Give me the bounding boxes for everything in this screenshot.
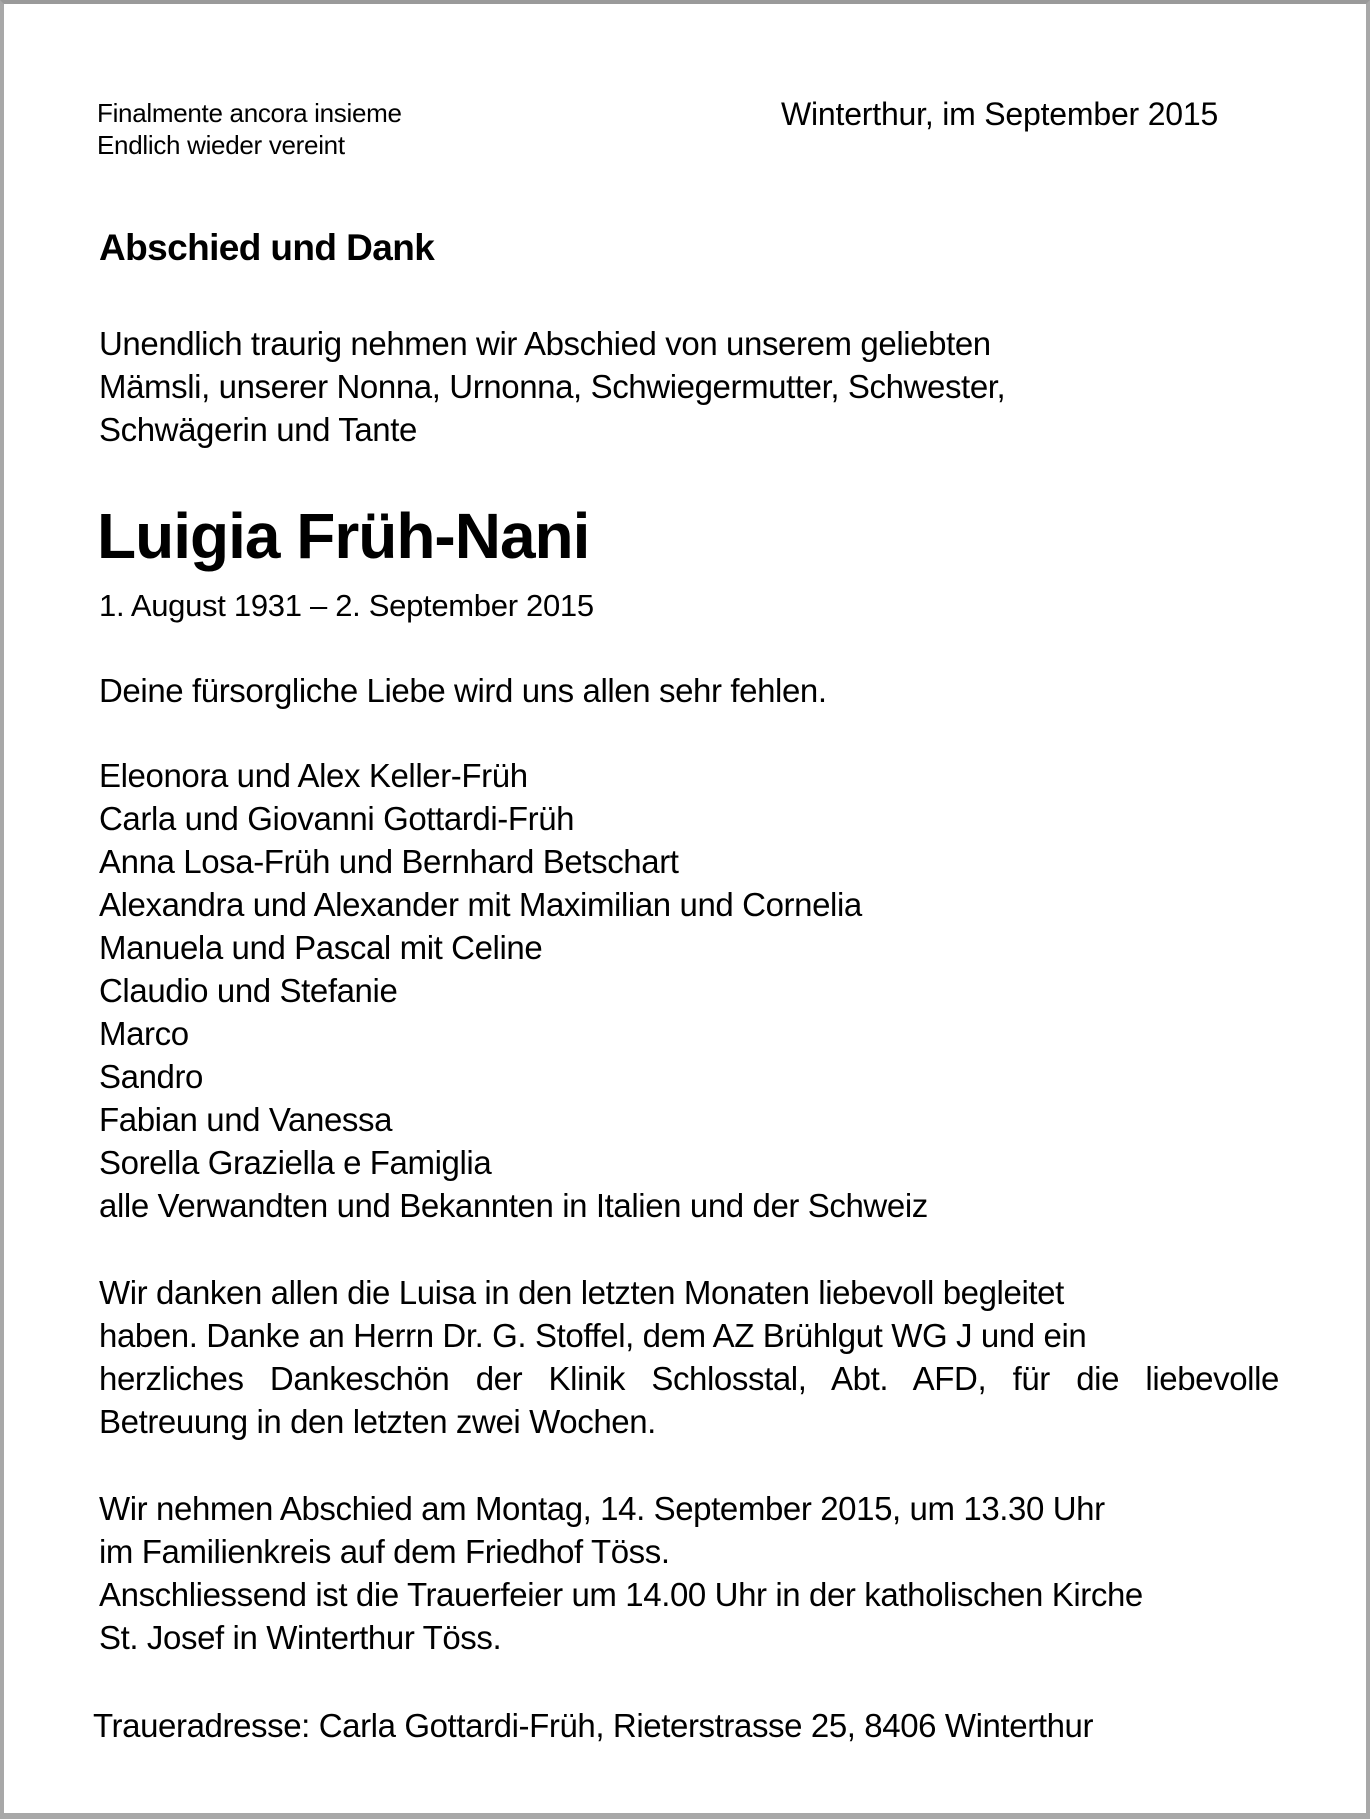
tribute-line: Deine fürsorgliche Liebe wird uns allen sehr fehlen. bbox=[99, 672, 827, 709]
ceremony-paragraph bbox=[99, 1487, 1143, 1659]
intro-paragraph bbox=[99, 322, 1005, 451]
intro-line: Schwägerin und Tante bbox=[99, 411, 417, 448]
deceased-name: Luigia Früh-Nani bbox=[97, 500, 590, 572]
motto-line-italian: Finalmente ancora insieme bbox=[97, 98, 402, 128]
ceremony-line: Wir nehmen Abschied am Montag, 14. September 2015, um 13.30 Uhr bbox=[99, 1490, 1105, 1527]
thanks-line: herzliches Dankeschön der Klinik Schlosstal, Abt. AFD, für die liebevolle bbox=[99, 1360, 1279, 1397]
intro-line: Mämsli, unserer Nonna, Urnonna, Schwiegermutter, Schwester, bbox=[99, 368, 1006, 405]
mourner-item: Sandro bbox=[99, 1058, 204, 1095]
ceremony-line: St. Josef in Winterthur Töss. bbox=[99, 1619, 502, 1656]
mourner-item: Fabian und Vanessa bbox=[99, 1101, 393, 1138]
mourner-item: Manuela und Pascal mit Celine bbox=[99, 929, 543, 966]
life-dates: 1. August 1931 – 2. September 2015 bbox=[99, 588, 594, 623]
mourner-item: Sorella Graziella e Famiglia bbox=[99, 1144, 492, 1181]
place-date: Winterthur, im September 2015 bbox=[781, 96, 1219, 132]
intro-line: Unendlich traurig nehmen wir Abschied von unserem geliebten bbox=[99, 325, 991, 362]
ceremony-line: im Familienkreis auf dem Friedhof Töss. bbox=[99, 1533, 670, 1570]
mourner-item: Eleonora und Alex Keller-Früh bbox=[99, 757, 528, 794]
motto-line-german: Endlich wieder vereint bbox=[97, 130, 345, 160]
mourners-list bbox=[99, 754, 928, 1227]
mourner-item: Anna Losa-Früh und Bernhard Betschart bbox=[99, 843, 679, 880]
mourner-item: Carla und Giovanni Gottardi-Früh bbox=[99, 800, 575, 837]
ceremony-line: Anschliessend ist die Trauerfeier um 14.00 Uhr in der katholischen Kirche bbox=[99, 1576, 1143, 1613]
mourning-address: Traueradresse: Carla Gottardi-Früh, Rieterstrasse 25, 8406 Winterthur bbox=[93, 1707, 1094, 1744]
mourner-item: Claudio und Stefanie bbox=[99, 972, 398, 1009]
thanks-line: Wir danken allen die Luisa in den letzten Monaten liebevoll begleitet bbox=[99, 1274, 1064, 1311]
mourner-item: alle Verwandten und Bekannten in Italien und der Schweiz bbox=[99, 1187, 928, 1224]
thanks-line: haben. Danke an Herrn Dr. G. Stoffel, dem AZ Brühlgut WG J und ein bbox=[99, 1317, 1087, 1354]
mourner-item: Marco bbox=[99, 1015, 189, 1052]
heading: Abschied und Dank bbox=[99, 227, 435, 268]
mourner-item: Alexandra und Alexander mit Maximilian und Cornelia bbox=[99, 886, 862, 923]
thanks-paragraph bbox=[99, 1271, 1279, 1443]
thanks-line: Betreuung in den letzten zwei Wochen. bbox=[99, 1403, 656, 1440]
motto bbox=[97, 97, 402, 161]
